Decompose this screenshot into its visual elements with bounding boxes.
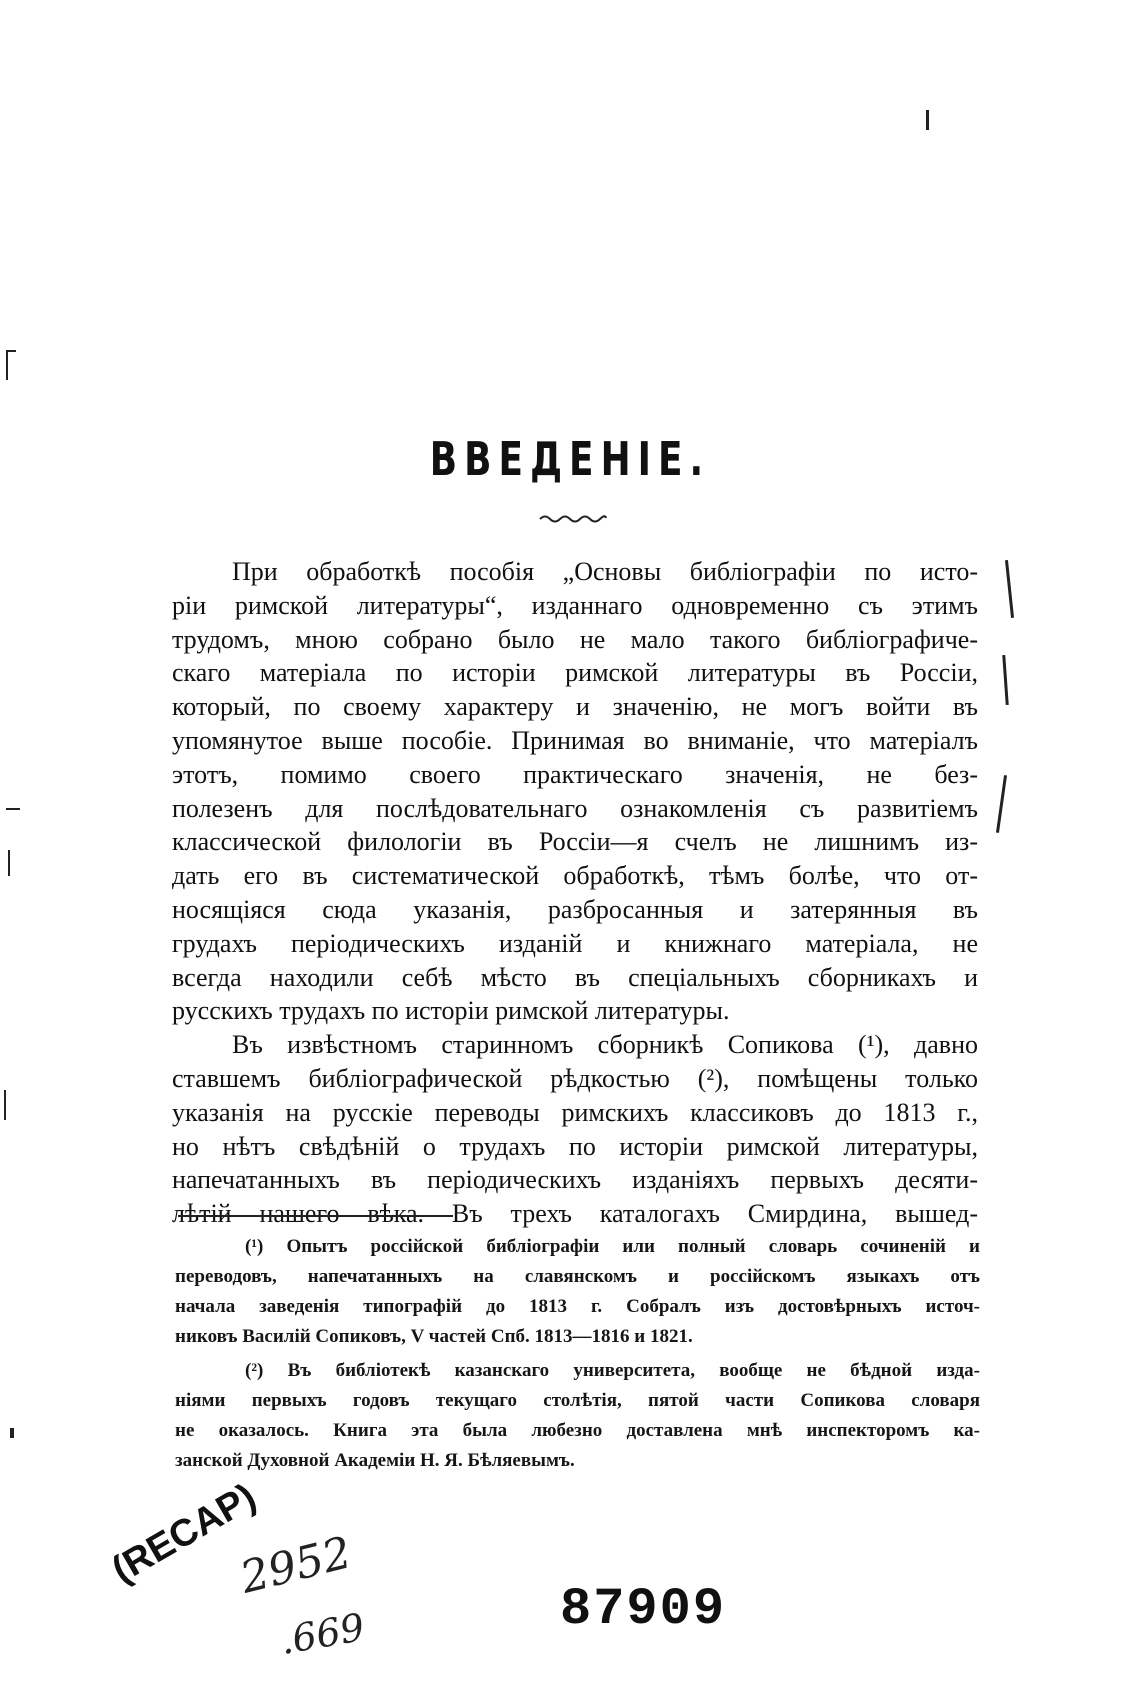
footnote-line: никовъ Василій Сопиковъ, V частей Спб. 1813—1816 и 1821. (175, 1326, 693, 1347)
text-line: носящіяся сюда указанія, разбросанныя и затерянныя въ (172, 894, 978, 924)
margin-mark (1002, 655, 1008, 705)
footnote-line: начала заведенія типографій до 1813 г. Собралъ изъ достовѣрныхъ источ- (175, 1296, 980, 1317)
text-line: напечатанныхъ въ періодическихъ изданіяхъ первыхъ десяти- (172, 1165, 978, 1195)
main-text (172, 555, 978, 1231)
text-line: ріи римской литературы“, изданнаго одновременно съ этимъ (172, 590, 978, 620)
margin-mark (1005, 560, 1014, 618)
text-line: дать его въ систематической обработкѣ, тѣмъ болѣе, что от- (172, 861, 978, 891)
ornament-divider (538, 512, 608, 524)
margin-mark (8, 850, 10, 876)
text-line: скаго матеріала по исторіи римской литературы въ Россіи, (172, 658, 978, 688)
margin-mark (996, 775, 1007, 833)
footnote-1 (175, 1232, 980, 1352)
text-line: ставшемъ библіографической рѣдкостью (²), помѣщены только (172, 1063, 978, 1093)
text-line: русскихъ трудахъ по исторіи римской литературы. (172, 996, 730, 1026)
footnote-line: переводовъ, напечатанныхъ на славянскомъ и россійскомъ языкахъ отъ (175, 1266, 980, 1287)
footnote-2 (175, 1356, 980, 1476)
recap-stamp: (RECAP) (105, 1475, 264, 1592)
footnote-separator (178, 1215, 453, 1217)
margin-mark (926, 110, 929, 130)
margin-mark (4, 1090, 6, 1120)
footnote-line: ніями первыхъ годовъ текущаго столѣтія, пятой части Сопикова словаря (175, 1390, 980, 1411)
margin-mark (6, 808, 20, 810)
text-line: лѣтій нашего вѣка. Въ трехъ каталогахъ Смирдина, вышед- (172, 1199, 978, 1229)
text-line: всегда находили себѣ мѣсто въ спеціальныхъ сборникахъ и (172, 962, 978, 992)
footnote-line: (²) Въ библіотекѣ казанскаго университета, вообще не бѣдной изда- (245, 1360, 980, 1381)
paragraph-2 (172, 1028, 978, 1231)
text-line: классической филологіи въ Россіи—я счелъ не лишнимъ из- (172, 827, 978, 857)
text-line: трудомъ, мною собрано было не мало такого библіографиче- (172, 624, 978, 654)
text-line: указанія на русскіе переводы римскихъ классиковъ до 1813 г., (172, 1097, 978, 1127)
page-title: ВВЕДЕНІЕ. (429, 432, 711, 486)
footnotes (175, 1232, 980, 1480)
accession-number: 87909 (560, 1580, 727, 1639)
margin-mark (6, 350, 8, 380)
text-line: полезенъ для послѣдовательнаго ознакомленія съ развитіемъ (172, 793, 978, 823)
paragraph-1 (172, 555, 978, 1028)
margin-mark (10, 1428, 14, 1438)
footnote-line: занской Духовной Академіи Н. Я. Бѣляевымъ. (175, 1450, 575, 1471)
text-line: грудахъ періодическихъ изданій и книжнаго матеріала, не (172, 928, 978, 958)
footnote-line: (¹) Опытъ россійской библіографіи или полный словарь сочиненій и (245, 1236, 980, 1257)
text-line: упомянутое выше пособіе. Принимая во вниманіе, что матеріалъ (172, 725, 978, 755)
handwritten-call-number: 2952 (235, 1527, 357, 1604)
handwritten-call-suffix: .669 (276, 1604, 368, 1664)
margin-mark (6, 350, 16, 352)
text-line: При обработкѣ пособія „Основы библіографіи по исто- (232, 557, 978, 586)
footnote-line: не оказалось. Книга эта была любезно доставлена мнѣ инспекторомъ ка- (175, 1420, 980, 1441)
text-line: но нѣтъ свѣдѣній о трудахъ по исторіи римской литературы, (172, 1131, 978, 1161)
text-line: который, по своему характеру и значенію, не могъ войти въ (172, 692, 978, 722)
text-line: этотъ, помимо своего практическаго значенія, не без- (172, 759, 978, 789)
text-line: Въ извѣстномъ старинномъ сборникѣ Сопикова (¹), давно (232, 1030, 978, 1060)
